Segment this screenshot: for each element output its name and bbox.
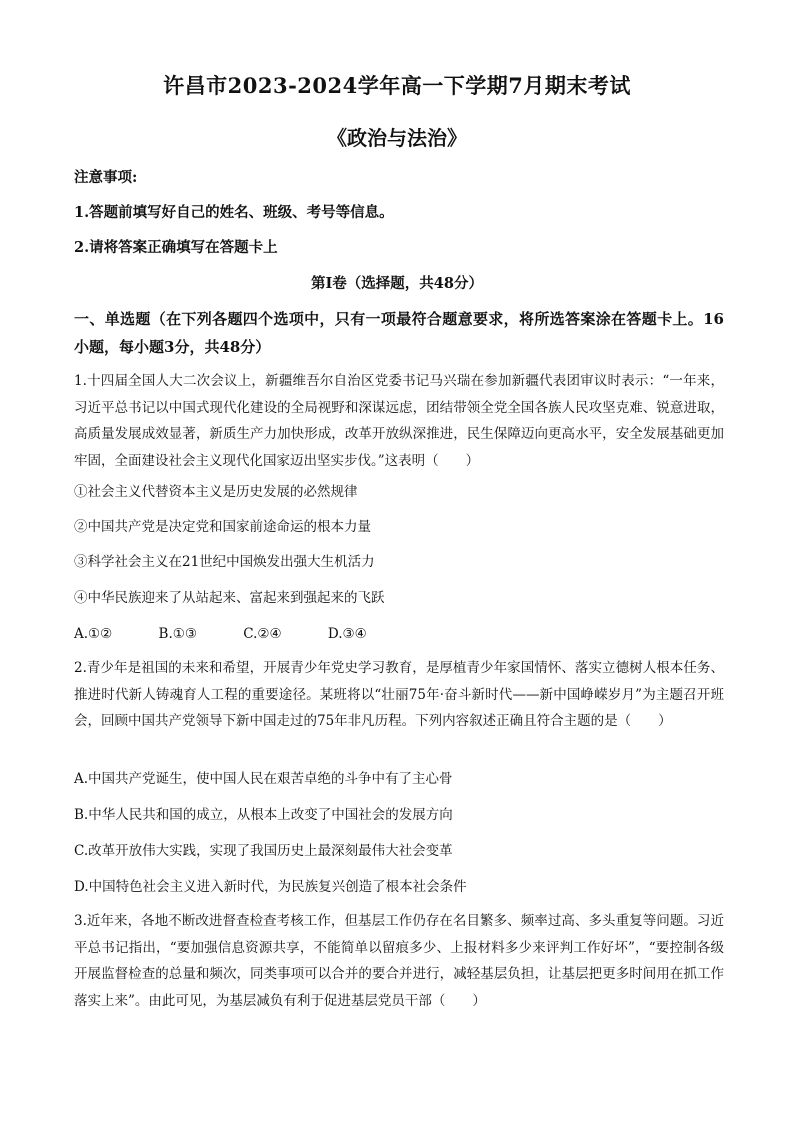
notice-item-1: 1.答题前填写好自己的姓名、班级、考号等信息。 <box>74 204 394 221</box>
question-2-option-c: C.改革开放伟大实践，实现了我国历史上最深刻最伟大社会变革 <box>74 843 453 859</box>
question-2-stem: 2.青少年是祖国的未来和希望，开展青少年党史学习教育，是厚植青少年家国情怀、落实立德树人根本任务、推进时代新人铸魂育人工程的重要途径。某班将以“壮丽75年·奋斗新时代——新中国峥嵘岁月”为主题召开班会，回顾中国共产党领导下新中国走过的75年非凡历程。下列内容叙述正确且符合主题的是（ ） <box>74 660 724 729</box>
question-1-statement-4: ④中华民族迎来了从站起来、富起来到强起来的飞跃 <box>74 590 385 606</box>
question-1-statement-1: ①社会主义代替资本主义是历史发展的必然规律 <box>74 484 358 500</box>
question-2-option-b: B.中华人民共和国的成立，从根本上改变了中国社会的发展方向 <box>74 807 453 823</box>
question-1-options <box>74 626 409 642</box>
question-1-option-b: B.①③ <box>158 626 197 642</box>
question-2-option-d: D.中国特色社会主义进入新时代，为民族复兴创造了根本社会条件 <box>74 879 467 895</box>
notice-item-2: 2.请将答案正确填写在答题卡上 <box>74 239 278 256</box>
question-2-option-a: A.中国共产党诞生，使中国人民在艰苦卓绝的斗争中有了主心骨 <box>74 771 453 787</box>
question-3-stem: 3.近年来，各地不断改进督查检查考核工作，但基层工作仍存在名目繁多、频率过高、多头重复等问题。习近平总书记指出，“要加强信息资源共享，不能简单以留痕多少、上报材料多少来评判工作好坏”，“要控制各级开展监督检查的总量和频次，同类事项可以合并的要合并进行，减轻基层负担，让基层把更多时间用在抓工作落实上来”。由此可见，为基层减负有利于促进基层党员干部（ ） <box>74 913 724 1009</box>
question-1-stem: 1.十四届全国人大二次会议上，新疆维吾尔自治区党委书记马兴瑞在参加新疆代表团审议时表示：“一年来，习近平总书记以中国式现代化建设的全局视野和深谋远虑，团结带领全党全国各族人民攻坚克难、锐意进取，高质量发展成效显著，新质生产力加快形成，改革开放纵深推进，民生保障迈向更高水平，安全发展基础更加牢固，全面建设社会主义现代化国家迈出坚实步伐。”这表明（ ） <box>74 373 724 469</box>
question-1-option-c: C.②④ <box>243 626 282 642</box>
subject-title: 《政治与法治》 <box>327 126 467 150</box>
question-1-statement-2: ②中国共产党是决定党和国家前途命运的根本力量 <box>74 519 371 535</box>
page-title: 许昌市2023-2024学年高一下学期7月期末考试 <box>163 73 631 98</box>
question-1-option-a: A.①② <box>74 626 113 642</box>
question-1-option-d: D.③④ <box>327 626 367 642</box>
question-1-statement-3: ③科学社会主义在21世纪中国焕发出强大生机活力 <box>74 554 375 570</box>
notice-heading: 注意事项: <box>74 169 138 186</box>
section-instruction: 一、单选题（在下列各题四个选项中，只有一项最符合题意要求，将所选答案涂在答题卡上。16小题，每小题3分，共48分） <box>74 310 724 356</box>
part-heading: 第I卷（选择题，共48分） <box>311 275 483 292</box>
